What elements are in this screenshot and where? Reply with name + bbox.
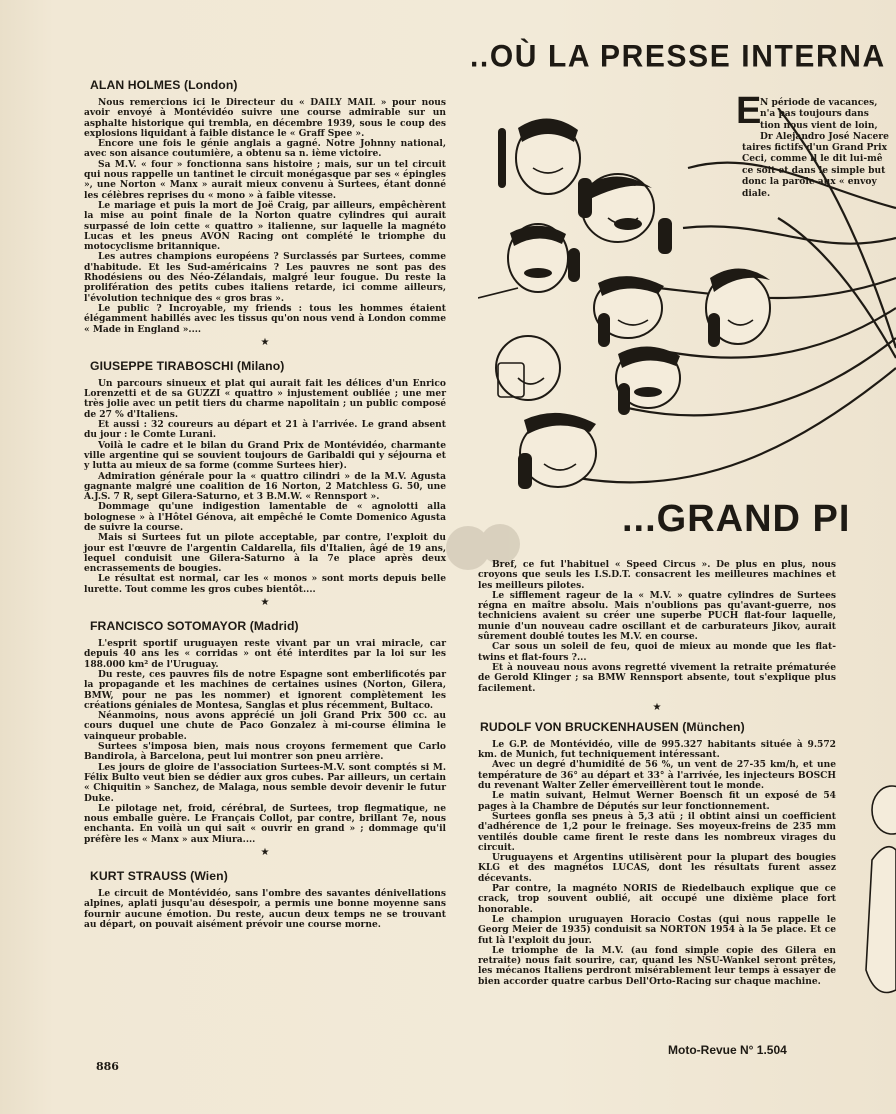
paragraph: Le circuit de Montévidéo, sans l'ombre des savantes dénivellations alpines, aplati jusqu'au désespoir, a permis une bonne moyenne sans fournir aucune émotion. Du reste, aucun deux temps ne se trouvant au départ, on pouvait aisément prévoir une course morne. [84,888,446,930]
intro-line: Dr Alejandro José Nacere [760,131,889,143]
headline-top: ..OÙ LA PRESSE INTERNA [470,39,886,74]
paragraph: Le public ? Incroyable, my friends : tous les hommes étaient élégamment habillés avec les tissus qu'on nous vend à London comme « Made in England ».... [84,302,446,335]
intro-line: donc la parole aux « envoy [742,176,877,188]
paragraph: Le pilotage net, froid, cérébral, de Surtees, trop flegmatique, ne nous emballe guère. Le Français Collot, par contre, brillant 7e, nous enchanta. En voilà un qui sait « ouvrir en grand » ; dommage qu'il préfère les « Manx » aux Miura.... [84,802,446,845]
paragraph: Avec un degré d'humidité de 56 %, un vent de 27-35 km/h, et une température de 36° au départ et 33° à l'arrivée, les injecteurs BOSCH du revenant Walter Zeller émerveillèrent tout le monde. [478,759,836,792]
section-separator-star: ★ [652,701,662,713]
paragraph: Car sous un soleil de feu, quoi de mieux au monde que les flat-twins et flat-fours ?... [478,641,836,663]
paragraph: Uruguayens et Argentins utilisèrent pour la plupart des bougies KLG et des magnétos LUCAS, dont les résultats furent assez décevants. [478,852,836,884]
paragraph: Bref, ce fut l'habituel « Speed Circus ». De plus en plus, nous croyons que seuls les I.S.D.T. consacrent les meilleures machines et les meilleurs pilotes. [478,559,836,591]
paragraph: Du reste, ces pauvres fils de notre Espagne sont emberlificotés par la propagande et les machines de certaines usines (Norton, Gilera, BMW, pour ne pas les nommer) et ignorent complètement les créations géniales de Montesa, Sanglas et plus récemment, Bultaco. [84,668,446,711]
article-section [84,78,446,349]
article-section [84,619,446,859]
edge-illustration-fragment [856,770,896,1010]
paragraph: Surtees s'imposa bien, mais nous croyons fermement que Carlo Bandirola, à Barcelona, peut lui montrer son pneu arrière. [84,741,446,763]
page-number: 886 [96,1060,119,1073]
paragraph: Par contre, la magnéto NORIS de Riedelbauch explique que ce crack, trop souvent oublié, ait occupé une dixième place fort honorable. [478,883,836,915]
intro-line: N période de vacances, [760,97,878,108]
paragraph: L'esprit sportif uruguayen reste vivant par un vrai miracle, car depuis 40 ans les « corridas » ont été interdites par la loi sur les 188.000 km² de l'Uruguay. [84,638,446,670]
article-section [478,720,836,987]
intro-line: tion nous vient de loin, [760,119,878,131]
intro-dropcap: E [736,90,762,132]
section-separator-star: ★ [260,847,270,858]
section-author: FRANCISCO SOTOMAYOR (Madrid) [90,619,299,634]
article-section [84,869,446,930]
intro-line: ce soit et dans le simple but [742,164,886,176]
paragraph: Nous remercions ici le Directeur du « DAILY MAIL » pour nous avoir envoyé à Montévidéo suivre une course admirable sur un asphalte historique qui trembla, en décembre 1939, sous le coup des explosions liquidant à faible distance le « Graff Spee ». [84,97,446,139]
paragraph: Néanmoins, nous avons apprécié un joli Grand Prix 500 cc. au cours duquel une chute de Paco Gonzalez à mi-course élimina le vainqueur probable. [84,710,446,742]
section-author: RUDOLF VON BRUCKENHAUSEN (München) [480,719,745,734]
section-author: ALAN HOLMES (London) [90,78,238,92]
paragraph: Dommage qu'une indigestion lamentable de « agnolotti alla bolognese » à l'Hôtel Génova, ait empêché le Comte Domenico Agusta de suivre la course. [84,501,446,533]
section-author: GIUSEPPE TIRABOSCHI (Milano) [90,358,285,373]
paragraph: Et aussi : 32 coureurs au départ et 21 à l'arrivée. Le grand absent du jour : le Comte Lurani. [84,419,446,441]
article-section [84,359,446,609]
paragraph: Le sifflement rageur de la « M.V. » quatre cylindres de Surtees régna en maître absolu. Mais n'oublions pas qu'avant-guerre, nos techniciens avaient su créer une superbe PUCH flat-four laquelle, munie d'un nouveau cadre oscillant et de carburateurs Jikov, aurait sûrement doublé toutes les M.V. en course. [478,589,836,643]
paragraph: Voilà le cadre et le bilan du Grand Prix de Montévidéo, charmante ville argentine qui se souvient toujours de Garibaldi qui y séjourna et y lutta au mieux de sa forme (comme Surtees hier). [84,439,446,472]
headline-mid: ...GRAND PI [622,498,851,540]
section-body [478,740,836,987]
reporters-cartoon-illustration [478,108,896,508]
paragraph: Et à nouveau nous avons regretté vivement la retraite prématurée de Gerold Klinger ; sa BMW Rennsport absente, tout s'explique plus facilement. [478,661,836,694]
paragraph: Surtees gonfla ses pneus à 5,3 atü ; il obtint ainsi un coefficient d'adhérence de 1,2 pour le freinage. Ses moyeux-freins de 235 mm ventilés double came firent le reste dans les nombreux virages du circuit. [478,810,836,853]
section-author: KURT STRAUSS (Wien) [90,869,228,883]
paragraph: Encore une fois le génie anglais a gagné. Notre Johnny national, avec son aisance coutumière, a obtenu sa n. ième victoire. [84,138,446,160]
right-column [478,560,836,997]
intro-line: diale. [742,187,771,199]
paragraph: Le triomphe de la M.V. (au fond simple copie des Gilera en retraite) nous fait sourire, car, quand les NSU-Wankel seront prêtes, les mécanos Italiens perdront misérablement leur temps à essayer de bien accorder quatre carbus Dell'Orto-Racing sur chaque machine. [478,944,836,987]
paragraph: Sa M.V. « four » fonctionna sans histoire ; mais, sur un tel circuit qui nous rappelle un tantinet le circuit monégasque par ses « épingles », une Norton « Manx » aurait mieux convenu à Surtees, étant donné les célèbres reprises du « mono » à faible vitesse. [84,158,446,201]
paragraph: Les jours de gloire de l'association Surtees-M.V. sont comptés si M. Félix Bulto veut bien se dédier aux gros cubes. Par ailleurs, un certain « Chiquitin » Sanchez, de Malaga, nous semble devoir devenir le futur Duke. [84,761,446,804]
intro-line: taires fictifs d'un Grand Prix [742,142,888,153]
paragraph: Le G.P. de Montévidéo, ville de 995.327 habitants située à 9.572 km. de Munich, fut techniquement intéressant. [478,738,836,761]
intro-line: n'a pas toujours dans [760,108,869,120]
paragraph: Mais si Surtees fut un pilote acceptable, par contre, l'exploit du jour est l'œuvre de l'argentin Caldarella, fils d'Italien, âgé de 19 ans, lequel conduisit une Gilera-Saturno à la 7e place après deux encrassements de bougies. [84,532,446,575]
section-body [84,379,446,595]
magazine-issue: Moto-Revue N° 1.504 [668,1043,787,1057]
left-column [84,78,446,940]
paragraph: Le résultat est normal, car les « monos » sont morts depuis belle lurette. Tout comme les gros cubes bientôt.... [84,573,446,595]
section-separator-star: ★ [260,336,270,348]
paragraph: Un parcours sinueux et plat qui aurait fait les délices d'un Enrico Lorenzetti et de sa GUZZI « quattro » injustement oubliée ; une mer très jolie avec un petit tiers du charme napolitain ; un public composé de 27 % d'Italiens. [84,377,446,420]
section-body [84,98,446,335]
paragraph: Le champion uruguayen Horacio Costas (qui nous rappelle le Georg Meier de 1935) conduisit sa NORTON 1954 à la 5e place. Et ce fut là l'exploit du jour. [478,913,836,946]
paragraph: Le matin suivant, Helmut Werner Boensch fit un exposé de 54 pages à la Chambre de Députés sur leur fonctionnement. [478,790,836,812]
intro-line: Ceci, comme il le dit lui-mê [742,153,883,165]
section-separator-star: ★ [260,597,270,609]
right-top-body [478,560,836,694]
section-body [84,889,446,930]
paragraph: Admiration générale pour la « quattro cilindri » de la M.V. Agusta gagnante malgré une coalition de 16 Norton, 2 Matchless G. 50, une A.J.S. 7 R, sept Gilera-Saturno, et 3 B.M.W. « Rennsport ». [84,470,446,503]
paragraph: Les autres champions européens ? Surclassés par Surtees, comme d'habitude. Et les Sud-américains ? Les pauvres ne sont pas des Rhodésiens ou des Néo-Zélandais, malgré leur fougue. Du reste la prolifération des petits cubes italiens retarde, ici comme ailleurs, l'évolution technique des « gros bras ». [84,251,446,304]
section-body [84,639,446,845]
paragraph: Le mariage et puis la mort de Joë Craig, par ailleurs, empêchèrent la mise au point finale de la Norton quatre cylindres qui aurait surpassé de loin cette « quattro » italienne, sur laquelle la magnéto Lucas et les pneus AVON Racing ont complété le triomphe du motocyclisme britannique. [84,199,446,253]
